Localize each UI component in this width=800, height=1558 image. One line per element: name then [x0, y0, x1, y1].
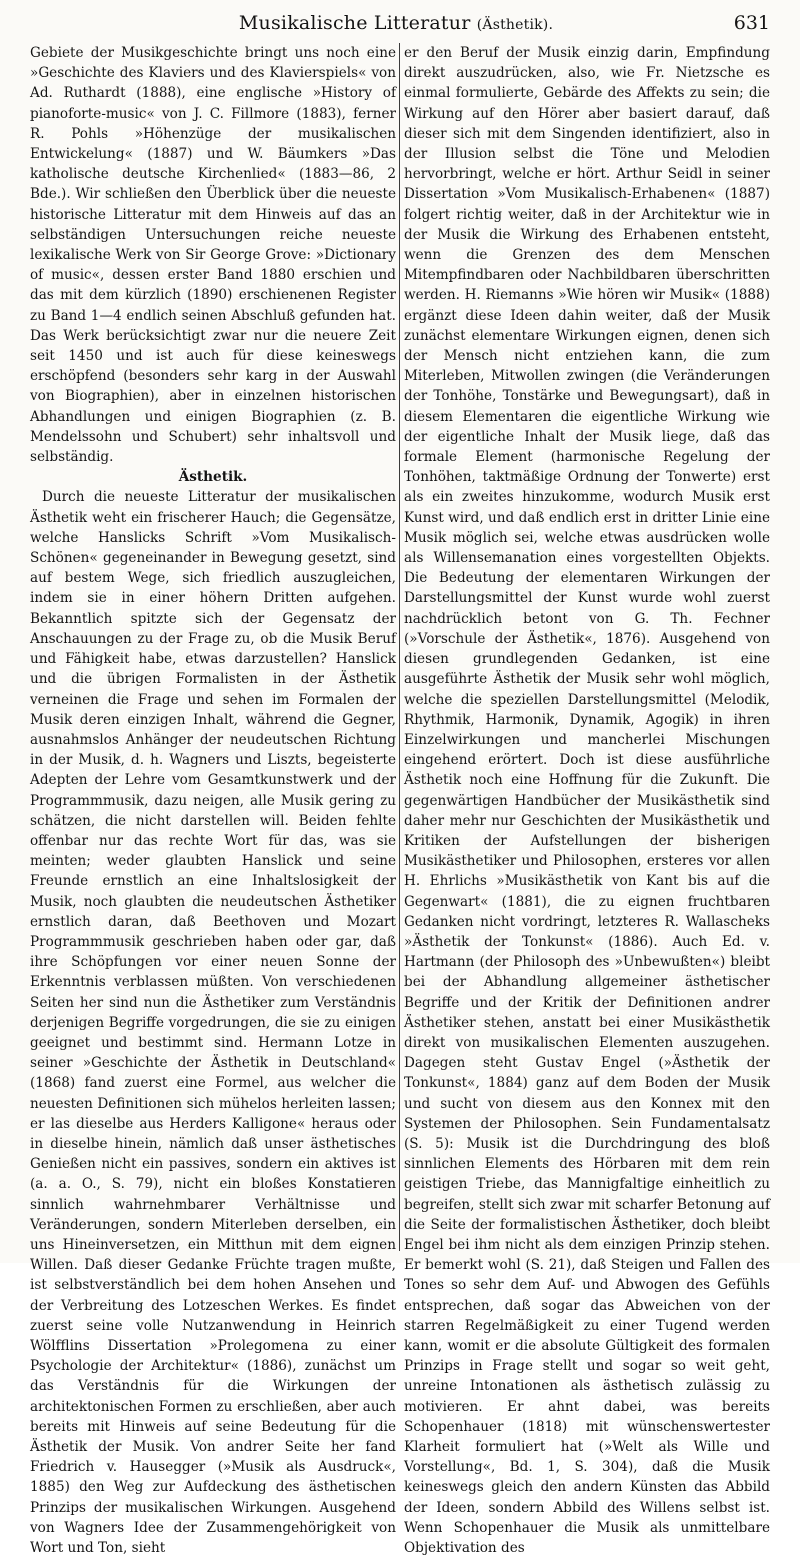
running-title: [22, 12, 770, 34]
right-column: [404, 43, 770, 1557]
running-title-main: Musikalische Litteratur: [238, 12, 471, 34]
right-paragraph-1: er den Beruf der Musik einzig darin, Empfindung direkt auszudrücken, also, wie Fr. Nietzsche es einmal formulierte, Gebärde des Affekts zu sein; die Wirkung auf den Hörer aber basiert darauf, daß dieser sich mit dem Singenden identifiziert, also in der Illusion selbst die Töne und Melodien hervorbringt, welche er hört. Arthur Seidl in seiner Dissertation »Vom Musikalisch-Erhabenen« (1887) folgert richtig weiter, daß in der Architektur wie in der Musik die Wirkung des Erhabenen entsteht, wenn die Grenzen des dem Menschen Mitempfindbaren oder Nachbildbaren überschritten werden. H. Riemanns »Wie hören wir Musik« (1888) ergänzt diese Ideen dahin weiter, daß der Musik zunächst elementare Wirkungen eignen, denen sich der Mensch nicht entziehen kann, die zum Miterleben, Mitwollen zwingen (die Veränderungen der Tonhöhe, Tonstärke und Bewegungsart), daß in diesem Elementaren die eigentliche Wirkung wie der eigentliche Inhalt der Musik liege, daß das formale Element (harmonische Regelung der Tonhöhen, taktmäßige Ordnung der Tonwerte) erst als ein zweites hinzukomme, wodurch Musik erst Kunst wird, und daß endlich erst in dritter Linie eine Musik möglich sei, welche etwas ausdrücken wolle als Willensemanation eines vorgestellten Objekts. Die Bedeutung der elementaren Wirkungen der Darstellungsmittel der Kunst wurde wohl zuerst nachdrücklich betont von G. Th. Fechner (»Vorschule der Ästhetik«, 1876). Ausgehend von diesen grundlegenden Gedanken, ist eine ausgeführte Ästhetik der Musik sehr wohl möglich, welche die speziellen Darstellungsmittel (Melodik, Rhythmik, Harmonik, Dynamik, Agogik) in ihren Einzelwirkungen und mancherlei Mischungen eingehend erörtert. Doch ist diese ausführliche Ästhetik noch eine Hoffnung für die Zukunft. Die gegenwärtigen Handbücher der Musikästhetik sind daher mehr nur Geschichten der Musikästhetik und Kritiken der Aufstellungen der bisherigen Musikästhetiker und Philosophen, ersteres vor allen H. Ehrlichs »Musikästhetik von Kant bis auf die Gegenwart« (1881), die zu eignen fruchtbaren Gedanken nicht vordringt, letzteres R. Wallascheks »Ästhetik der Tonkunst« (1886). Auch Ed. v. Hartmann (der Philosoph des »Unbewußten«) bleibt bei der Abhandlung allgemeiner ästhetischer Begriffe und der Kritik der Definitionen andrer Ästhetiker stehen, anstatt bei einer Musikästhetik direkt von musikalischen Elementen auszugehen. Dagegen steht Gustav Engel (»Ästhetik der Tonkunst«, 1884) ganz auf dem Boden der Musik und sucht von diesem aus den Konnex mit den Systemen der Philosophen. Sein Fundamentalsatz (S. 5): Musik ist die Durchdringung des bloß sinnlichen Elements des Hörbaren mit dem rein geistigen Triebe, das Mannigfaltige einheitlich zu begreifen, stellt sich zwar mit scharfer Betonung auf die Seite der formalistischen Ästhetiker, doch bleibt Engel bei ihm nicht als dem einzigen Prinzip stehen. Er bemerkt wohl (S. 21), daß Steigen und Fallen des Tones so sehr dem Auf- und Abwogen des Gefühls entsprechen, daß sogar das Abweichen von der starren Regelmäßigkeit zu einer Tugend werden kann, womit er die absolute Gültigkeit des formalen Prinzips in Frage stellt und sogar so weit geht, unreine Intonationen als ästhetisch zulässig zu motivieren. Er ahnt dabei, was bereits Schopenhauer (1818) mit wünschenswertester Klarheit formuliert hat (»Welt als Wille und Vorstellung«, Bd. 1, S. 304), daß die Musik keineswegs gleich den andern Künsten das Abbild der Ideen, sondern Abbild des Willens selbst ist. Wenn Schopenhauer die Musik als unmittelbare Objektivation des: [404, 45, 770, 1557]
left-paragraph-1: Gebiete der Musikgeschichte bringt uns noch eine »Geschichte des Klaviers und des Klavierspiels« von Ad. Ruthardt (1888), eine englische »History of pianoforte-music« von J. C. Fillmore (1883), ferner R. Pohls »Höhenzüge der musikalischen Entwickelung« (1887) und W. Bäumkers »Das katholische deutsche Kirchenlied« (1883—86, 2 Bde.). Wir schließen den Überblick über die neueste historische Litteratur mit dem Hinweis auf das an selbständigen Untersuchungen reiche neueste lexikalische Werk von Sir George Grove: »Dictionary of music«, dessen erster Band 1880 erschien und das mit dem kürzlich (1890) erschienenen Register zu Band 1—4 endlich seinen Abschluß gefunden hat. Das Werk berücksichtigt zwar nur die neuere Zeit seit 1450 und ist auch für diese keineswegs erschöpfend (besonders sehr karg in der Auswahl von Biographien), aber in einzelnen historischen Abhandlungen und einigen Biographien (z. B. Mendelssohn und Schubert) sehr inhaltsvoll und selbständig.: [30, 45, 396, 466]
section-heading-aesthetik: Ästhetik.: [178, 469, 248, 486]
left-paragraph-2: Durch die neueste Litteratur der musikalischen Ästhetik weht ein frischerer Hauch; die Gegensätze, welche Hanslicks Schrift »Vom Musikalisch-Schönen« gegeneinander in Bewegung gesetzt, sind auf bestem Wege, sich friedlich auszugleichen, indem sie in einer höhern Dritten aufgehen. Bekanntlich spitzte sich der Gegensatz der Anschauungen zu der Frage zu, ob die Musik Beruf und Fähigkeit habe, etwas darzustellen? Hanslick und die übrigen Formalisten in der Ästhetik verneinen die Frage und sehen im Formalen der Musik deren einzigen Inhalt, während die Gegner, ausnahmslos Anhänger der neudeutschen Richtung in der Musik, d. h. Wagners und Liszts, begeisterte Adepten der Lehre vom Gesamtkunstwerk und der Programmmusik, dazu neigen, alle Musik gering zu schätzen, die nicht darstellen will. Beiden fehlte offenbar nur das rechte Wort für das, was sie meinten; weder glaubten Hanslick und seine Freunde ernstlich an eine Inhaltslosigkeit der Musik, noch glaubten die neudeutschen Ästhetiker ernstlich daran, daß Beethoven und Mozart Programmmusik geschrieben haben oder gar, daß ihre Schöpfungen vor einer neuen Sonne der Erkenntnis verblassen müßten. Von verschiedenen Seiten her sind nun die Ästhetiker zum Verständnis derjenigen Begriffe vorgedrungen, die sie zu einigen geeignet und bestimmt sind. Hermann Lotze in seiner »Geschichte der Ästhetik in Deutschland« (1868) fand zuerst eine Formel, aus welcher die neuesten Definitionen sich mühelos herleiten lassen; er las dieselbe aus Herders Kalligone« heraus oder in dieselbe hinein, nämlich daß unser ästhetisches Genießen nicht ein passives, sondern ein aktives ist (a. a. O., S. 79), nicht ein bloßes Konstatieren sinnlich wahrnehmbarer Verhältnisse und Veränderungen, sondern Miterleben derselben, ein uns Hineinversetzen, ein Mitthun mit dem eignen Willen. Daß dieser Gedanke Früchte tragen mußte, ist selbstverständlich bei dem hohen Ansehen und der Verbreitung des Lotzeschen Werkes. Es findet zuerst seine volle Nutzanwendung in Heinrich Wölfflins Dissertation »Prolegomena zu einer Psychologie der Architektur« (1886), zunächst um das Verständnis für die Wirkungen der architektonischen Formen zu erschließen, aber auch bereits mit Hinweis auf seine Bedeutung für die Ästhetik der Musik. Von andrer Seite her fand Friedrich v. Hausegger (»Musik als Ausdruck«, 1885) den Weg zur Aufdeckung des ästhetischen Prinzips der musikalischen Wirkungen. Ausgehend von Wagners Idee der Zusammengehörigkeit von Wort und Ton, sieht: [30, 489, 396, 1557]
left-column: [30, 43, 396, 1557]
running-title-subtitle: (Ästhetik).: [476, 17, 554, 33]
column-divider: [399, 43, 400, 1251]
running-header: [22, 10, 770, 40]
page-number: 631: [733, 12, 770, 34]
